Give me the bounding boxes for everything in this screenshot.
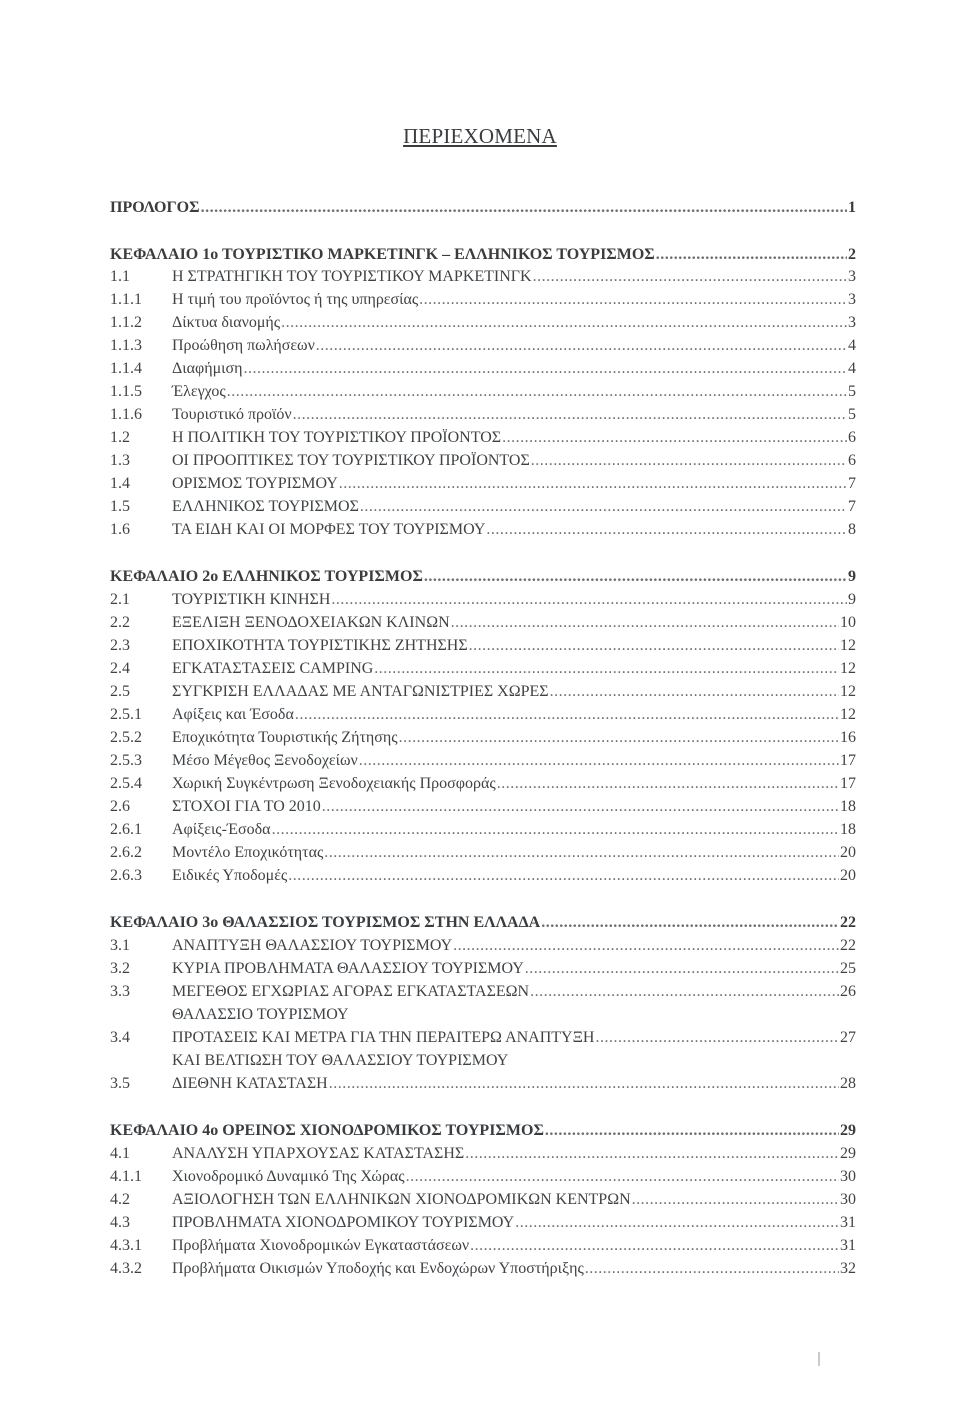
toc-page-number: 3 — [848, 314, 856, 331]
toc-chapter-title: ο ΘΑΛΑΣΣΙΟΣ ΤΟΥΡΙΣΜΟΣ ΣΤΗΝ ΕΛΛΑΔΑ — [210, 914, 541, 931]
toc-row — [110, 612, 856, 634]
toc-section-title: Αφίξεις-Έσοδα — [172, 821, 271, 838]
toc-page-number: 26 — [840, 983, 856, 1000]
toc-dot-leader — [632, 1189, 839, 1211]
toc-section-number: 2.2 — [110, 614, 130, 631]
toc-dot-leader — [453, 935, 839, 957]
toc-section-number: 3.3 — [110, 983, 130, 1000]
toc-page-number: 3 — [848, 268, 856, 285]
toc-section-number: 2.5.2 — [110, 729, 142, 746]
toc-section-title: Δίκτυα διανομής — [172, 314, 281, 331]
toc-row — [110, 935, 856, 957]
toc-page-number: 16 — [840, 729, 856, 746]
toc-section-title: Τουριστικό προϊόν — [172, 406, 292, 423]
toc-section-title: Αφίξεις και Έσοδα — [172, 706, 294, 723]
toc-page-number: 7 — [848, 475, 856, 492]
toc-dot-leader — [585, 1258, 839, 1280]
toc-section-number: 2.6.2 — [110, 844, 142, 861]
toc-section-number: 2.4 — [110, 660, 130, 677]
toc-section-title: Προβλήματα Χιονοδρομικών Εγκαταστάσεων — [172, 1237, 470, 1254]
toc-row — [110, 1258, 856, 1280]
toc-section-title: ΕΛΛΗΝΙΚΟΣ ΤΟΥΡΙΣΜΟΣ — [172, 498, 359, 515]
toc-page-number: 6 — [848, 429, 856, 446]
toc-dot-leader — [331, 589, 847, 611]
toc-page-number: 20 — [840, 867, 856, 884]
toc-dot-leader — [656, 244, 847, 266]
toc-dot-leader — [497, 773, 839, 795]
toc-section-title: Ειδικές Υποδομές — [172, 867, 288, 884]
toc-chapter-heading: ΚΕΦΑΛΑΙΟ 2 — [110, 568, 211, 585]
toc-chapter-title: ο ΟΡΕΙΝΟΣ ΧΙΟΝΟΔΡΟΜΙΚΟΣ ΤΟΥΡΙΣΜΟΣ — [210, 1122, 544, 1139]
toc-dot-leader — [419, 289, 847, 311]
toc-page-number: 4 — [848, 337, 856, 354]
toc-section-number: 2.5 — [110, 683, 130, 700]
toc-dot-leader — [424, 566, 847, 588]
toc-section-title: ΑΝΑΠΤΥΞΗ ΘΑΛΑΣΣΙΟΥ ΤΟΥΡΙΣΜΟΥ — [172, 937, 453, 954]
toc-dot-leader — [531, 450, 847, 472]
toc-section-title: Χιονοδρομικό Δυναμικό Της Χώρας — [172, 1168, 405, 1185]
toc-page-number: 18 — [840, 821, 856, 838]
toc-page-number: 2 — [848, 246, 856, 263]
toc-section-title: ΔΙΕΘΝΗ ΚΑΤΑΣΤΑΣΗ — [172, 1075, 328, 1092]
toc-dot-leader — [359, 750, 839, 772]
toc-page-number: 4 — [848, 360, 856, 377]
toc-dot-leader — [533, 266, 847, 288]
toc-row — [110, 266, 856, 288]
toc-page-number: 12 — [840, 637, 856, 654]
toc-page-number: 1 — [848, 199, 856, 216]
toc-page-number: 31 — [840, 1214, 856, 1231]
toc-dot-leader — [406, 1166, 839, 1188]
toc-page-number: 12 — [840, 683, 856, 700]
toc-row — [110, 865, 856, 887]
toc-chapter-heading: ΠΡΟΛΟΓΟΣ — [110, 199, 200, 216]
toc-page-number: 7 — [848, 498, 856, 515]
toc-section-number: 1.3 — [110, 452, 130, 469]
toc-section-number: 1.1.1 — [110, 291, 142, 308]
toc-section-number: 2.6 — [110, 798, 130, 815]
toc-section-number: 1.1.4 — [110, 360, 142, 377]
toc-section-title: ΜΕΓΕΘΟΣ ΕΓΧΩΡΙΑΣ ΑΓΟΡΑΣ ΕΓΚΑΤΑΣΤΑΣΕΩΝ — [172, 983, 530, 1000]
toc-dot-leader — [399, 727, 839, 749]
toc-section-title: ΕΠΟΧΙΚΟΤΗΤΑ ΤΟΥΡΙΣΤΙΚΗΣ ΖΗΤΗΣΗΣ — [172, 637, 468, 654]
toc-section-title: ΤΟΥΡΙΣΤΙΚΗ ΚΙΝΗΣΗ — [172, 591, 331, 608]
toc-row — [110, 381, 856, 403]
toc-section-number: 1.1.2 — [110, 314, 142, 331]
toc-section-number: 2.6.3 — [110, 867, 142, 884]
toc-page-number: 30 — [840, 1191, 856, 1208]
toc-row — [110, 589, 856, 611]
toc-row — [110, 289, 856, 311]
toc-page-number: 17 — [840, 775, 856, 792]
toc-dot-leader — [360, 496, 847, 518]
toc-page-number: 27 — [840, 1029, 856, 1046]
toc-dot-leader — [293, 404, 847, 426]
toc-row — [110, 496, 856, 518]
toc-dot-leader — [272, 819, 839, 841]
toc-chapter-row — [110, 244, 856, 266]
toc-section-number: 4.1 — [110, 1145, 130, 1162]
toc-dot-leader — [324, 842, 839, 864]
toc-page-number: 9 — [848, 591, 856, 608]
toc-row — [110, 958, 856, 980]
toc-dot-leader — [329, 1073, 839, 1095]
toc-dot-leader — [470, 1235, 839, 1257]
toc-page-number: 6 — [848, 452, 856, 469]
toc-dot-leader — [316, 335, 847, 357]
toc-dot-leader — [550, 681, 839, 703]
toc-section-title: Εποχικότητα Τουριστικής Ζήτησης — [172, 729, 398, 746]
toc-section-number: 2.3 — [110, 637, 130, 654]
toc-row — [110, 1027, 856, 1049]
toc-page-number: 10 — [840, 614, 856, 631]
toc-dot-leader — [545, 1120, 839, 1142]
toc-page-number: 22 — [840, 937, 856, 954]
toc-page-number: 18 — [840, 798, 856, 815]
toc-section-title: ΤΑ ΕΙΔΗ ΚΑΙ ΟΙ ΜΟΡΦΕΣ ΤΟΥ ΤΟΥΡΙΣΜΟΥ — [172, 521, 486, 538]
toc-page-number: 5 — [848, 383, 856, 400]
toc-continuation-3-3: ΘΑΛΑΣΣΙΟ ΤΟΥΡΙΣΜΟΥ — [172, 1006, 349, 1023]
toc-row — [110, 704, 856, 726]
toc-section-number: 1.2 — [110, 429, 130, 446]
toc-section-number: 1.1.5 — [110, 383, 142, 400]
toc-page-number: 28 — [840, 1075, 856, 1092]
toc-section-number: 4.2 — [110, 1191, 130, 1208]
toc-section-number: 1.4 — [110, 475, 130, 492]
toc-section-number: 1.5 — [110, 498, 130, 515]
toc-dot-leader — [541, 912, 839, 934]
toc-section-title: Διαφήμιση — [172, 360, 243, 377]
toc-page-number: 5 — [848, 406, 856, 423]
toc-section-title: ΣΥΓΚΡΙΣΗ ΕΛΛΑΔΑΣ ΜΕ ΑΝΤΑΓΩΝΙΣΤΡΙΕΣ ΧΩΡΕΣ — [172, 683, 549, 700]
toc-section-number: 4.3.1 — [110, 1237, 142, 1254]
toc-row — [110, 727, 856, 749]
scan-mark — [818, 1352, 820, 1366]
toc-row — [110, 658, 856, 680]
toc-dot-leader — [243, 358, 847, 380]
toc-section-number: 2.5.1 — [110, 706, 142, 723]
toc-row — [110, 1212, 856, 1234]
toc-section-title: Η τιμή του προϊόντος ή της υπηρεσίας — [172, 291, 419, 308]
toc-section-title: ΕΓΚΑΤΑΣΤΑΣΕΙΣ CAMPING — [172, 660, 374, 677]
toc-row — [110, 473, 856, 495]
toc-continuation-3-4: ΚΑΙ ΒΕΛΤΙΩΣΗ ΤΟΥ ΘΑΛΑΣΣΙΟΥ ΤΟΥΡΙΣΜΟΥ — [172, 1052, 509, 1069]
toc-row — [110, 1235, 856, 1257]
toc-section-number: 3.5 — [110, 1075, 130, 1092]
toc-row — [110, 335, 856, 357]
toc-dot-leader — [530, 981, 839, 1003]
toc-section-title: ΑΝΑΛΥΣΗ ΥΠΑΡΧΟΥΣΑΣ ΚΑΤΑΣΤΑΣΗΣ — [172, 1145, 465, 1162]
toc-row — [110, 312, 856, 334]
toc-row — [110, 450, 856, 472]
toc-page-number: 17 — [840, 752, 856, 769]
toc-page-number: 12 — [840, 660, 856, 677]
toc-row — [110, 519, 856, 541]
toc-section-number: 3.4 — [110, 1029, 130, 1046]
toc-section-number: 3.1 — [110, 937, 130, 954]
toc-dot-leader — [525, 958, 839, 980]
toc-section-title: ΕΞΕΛΙΞΗ ΞΕΝΟΔΟΧΕΙΑΚΩΝ ΚΛΙΝΩΝ — [172, 614, 450, 631]
toc-chapter-row — [110, 197, 856, 219]
toc-dot-leader — [281, 312, 847, 334]
toc-section-title: ΑΞΙΟΛΟΓΗΣΗ ΤΩΝ ΕΛΛΗΝΙΚΩΝ ΧΙΟΝΟΔΡΟΜΙΚΩΝ ΚΕΝΤΡΩΝ — [172, 1191, 631, 1208]
toc-row — [110, 773, 856, 795]
toc-dot-leader — [469, 635, 839, 657]
toc-row — [110, 796, 856, 818]
toc-section-title: Η ΣΤΡΑΤΗΓΙΚΗ ΤΟΥ ΤΟΥΡΙΣΤΙΚΟΥ ΜΑΡΚΕΤΙΝΓΚ — [172, 268, 532, 285]
toc-page-number: 20 — [840, 844, 856, 861]
toc-row — [110, 358, 856, 380]
toc-section-title: ΠΡΟΤΑΣΕΙΣ ΚΑΙ ΜΕΤΡΑ ΓΙΑ ΤΗΝ ΠΕΡΑΙΤΕΡΩ ΑΝΑΠΤΥΞΗ — [172, 1029, 595, 1046]
toc-section-title: Η ΠΟΛΙΤΙΚΗ ΤΟΥ ΤΟΥΡΙΣΤΙΚΟΥ ΠΡΟΪΟΝΤΟΣ — [172, 429, 502, 446]
toc-dot-leader — [502, 427, 847, 449]
toc-section-title: ΟΡΙΣΜΟΣ ΤΟΥΡΙΣΜΟΥ — [172, 475, 338, 492]
toc-row — [110, 427, 856, 449]
toc-dot-leader — [322, 796, 839, 818]
toc-page-number: 3 — [848, 291, 856, 308]
toc-row — [110, 842, 856, 864]
toc-row — [110, 750, 856, 772]
toc-row — [110, 1166, 856, 1188]
toc-dot-leader — [595, 1027, 839, 1049]
toc-dot-leader — [515, 1212, 839, 1234]
toc-dot-leader — [339, 473, 847, 495]
toc-dot-leader — [486, 519, 847, 541]
toc-dot-leader — [227, 381, 847, 403]
toc-page-number: 31 — [840, 1237, 856, 1254]
toc-row — [110, 635, 856, 657]
toc-row — [110, 819, 856, 841]
toc-section-title: Χωρική Συγκέντρωση Ξενοδοχειακής Προσφοράς — [172, 775, 496, 792]
toc-section-title: ΚΥΡΙΑ ΠΡΟΒΛΗΜΑΤΑ ΘΑΛΑΣΣΙΟΥ ΤΟΥΡΙΣΜΟΥ — [172, 960, 524, 977]
toc-section-number: 4.3 — [110, 1214, 130, 1231]
toc-section-number: 4.1.1 — [110, 1168, 142, 1185]
toc-chapter-heading: ΚΕΦΑΛΑΙΟ 4 — [110, 1122, 211, 1139]
toc-section-number: 2.6.1 — [110, 821, 142, 838]
toc-section-title: Έλεγχος — [172, 383, 226, 400]
toc-row — [110, 1189, 856, 1211]
toc-section-title: Προώθηση πωλήσεων — [172, 337, 315, 354]
toc-chapter-heading: ΚΕΦΑΛΑΙΟ 1 — [110, 246, 211, 263]
toc-row — [110, 1073, 856, 1095]
toc-section-number: 1.1 — [110, 268, 130, 285]
toc-section-number: 2.5.3 — [110, 752, 142, 769]
toc-page-number: 12 — [840, 706, 856, 723]
toc-chapter-row — [110, 1120, 856, 1142]
toc-page-number: 30 — [840, 1168, 856, 1185]
toc-dot-leader — [288, 865, 839, 887]
toc-section-number: 1.1.3 — [110, 337, 142, 354]
toc-section-number: 4.3.2 — [110, 1260, 142, 1277]
toc-page-number: 9 — [848, 568, 856, 585]
toc-page-number: 8 — [848, 521, 856, 538]
toc-section-title: ΟΙ ΠΡΟΟΠΤΙΚΕΣ ΤΟΥ ΤΟΥΡΙΣΤΙΚΟΥ ΠΡΟΪΟΝΤΟΣ — [172, 452, 530, 469]
toc-section-title: ΣΤΟΧΟΙ ΓΙΑ ΤΟ 2010 — [172, 798, 321, 815]
toc-chapter-heading: ΚΕΦΑΛΑΙΟ 3 — [110, 914, 211, 931]
toc-dot-leader — [374, 658, 839, 680]
toc-chapter-row — [110, 566, 856, 588]
toc-section-title: Προβλήματα Οικισμών Υποδοχής και Ενδοχώρων Υποστήριξης — [172, 1260, 584, 1277]
toc-dot-leader — [295, 704, 839, 726]
toc-row — [110, 1143, 856, 1165]
toc-page-number: 29 — [840, 1145, 856, 1162]
toc-row — [110, 981, 856, 1003]
toc-page-number: 29 — [840, 1122, 856, 1139]
toc-section-title: Μέσο Μέγεθος Ξενοδοχείων — [172, 752, 358, 769]
toc-page-number: 25 — [840, 960, 856, 977]
toc-row — [110, 681, 856, 703]
toc-section-number: 2.1 — [110, 591, 130, 608]
toc-chapter-row — [110, 912, 856, 934]
toc-section-number: 2.5.4 — [110, 775, 142, 792]
toc-dot-leader — [451, 612, 839, 634]
toc-section-number: 1.6 — [110, 521, 130, 538]
toc-section-number: 1.1.6 — [110, 406, 142, 423]
toc-dot-leader — [201, 197, 847, 219]
toc-chapter-title: ο ΕΛΛΗΝΙΚΟΣ ΤΟΥΡΙΣΜΟΣ — [210, 568, 423, 585]
toc-page-number: 22 — [840, 914, 856, 931]
toc-section-number: 3.2 — [110, 960, 130, 977]
toc-chapter-title: ο ΤΟΥΡΙΣΤΙΚΟ ΜΑΡΚΕΤΙΝΓΚ – ΕΛΛΗΝΙΚΟΣ ΤΟΥΡΙΣΜΟΣ — [210, 246, 655, 263]
page-title: ΠΕΡΙΕΧΟΜΕΝΑ — [403, 124, 557, 148]
toc-section-title: ΠΡΟΒΛΗΜΑΤΑ ΧΙΟΝΟΔΡΟΜΙΚΟΥ ΤΟΥΡΙΣΜΟΥ — [172, 1214, 515, 1231]
toc-row — [110, 404, 856, 426]
toc-page-number: 32 — [840, 1260, 856, 1277]
toc-dot-leader — [465, 1143, 839, 1165]
toc-section-title: Μοντέλο Εποχικότητας — [172, 844, 324, 861]
